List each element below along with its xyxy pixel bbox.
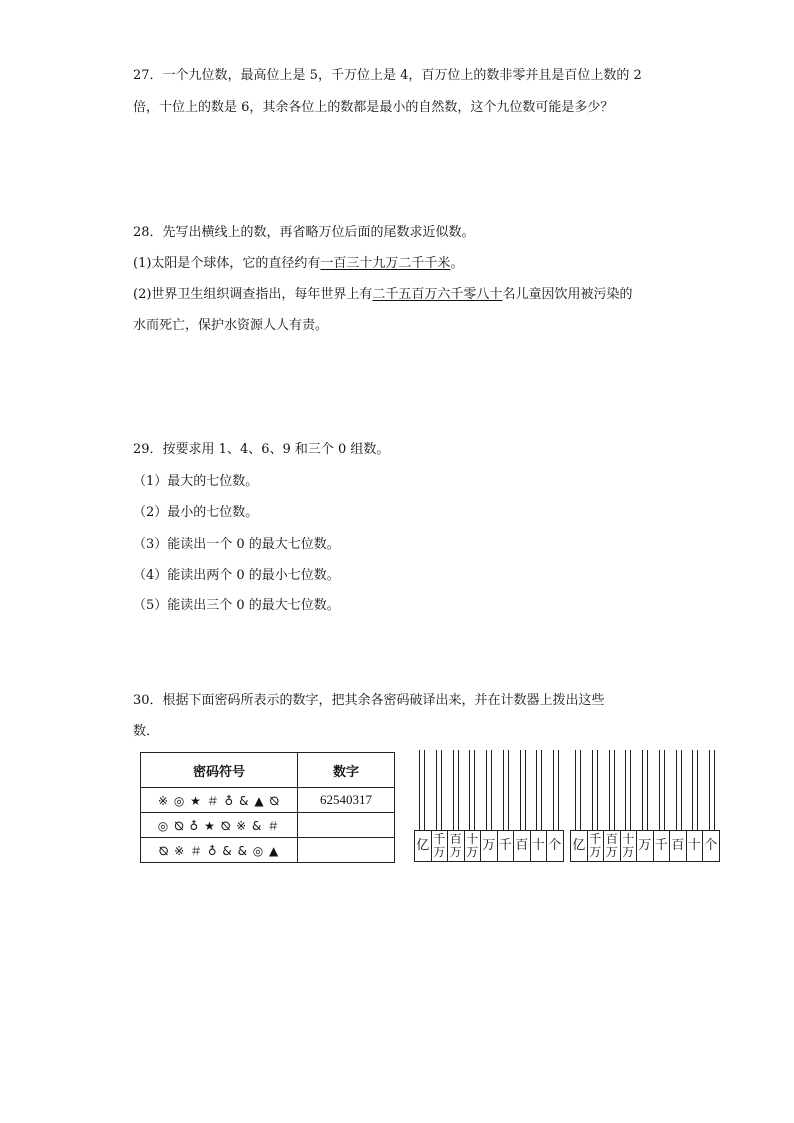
header-number: 数字 (298, 753, 395, 788)
abacus-label-cell: 十 (531, 831, 548, 861)
abacus-rod[interactable] (453, 750, 459, 830)
abacus-rod[interactable] (486, 750, 492, 830)
code-symbols: ※ ◎ ★ ＃ ♁ & ▲ ⦰ (141, 788, 298, 813)
abacus-label-cell: 百 (514, 831, 531, 861)
abacus-rod[interactable] (536, 750, 542, 830)
abacus-rod[interactable] (419, 750, 425, 830)
abacus-label-cell: 千 (654, 831, 671, 861)
abacus-rod[interactable] (553, 750, 559, 830)
abacus-label-cell: 百 万 (448, 831, 465, 861)
table-row (141, 788, 395, 813)
code-number-blank (298, 813, 395, 838)
code-table (140, 752, 395, 863)
abacus-label-cell: 万 (637, 831, 654, 861)
table-row (141, 838, 395, 863)
abacus-label-cell: 千 万 (588, 831, 605, 861)
abacus-label-cell: 千 (498, 831, 515, 861)
q29-item-2: （2）最小的七位数。 (133, 505, 259, 520)
code-number-blank (298, 838, 395, 863)
abacus-label-cell: 亿 (415, 831, 432, 861)
q28-part1 (133, 254, 463, 274)
abacus-rod[interactable] (692, 750, 698, 830)
code-table-header (141, 753, 395, 788)
q29-item-3: （3）能读出一个 0 的最大七位数。 (133, 537, 340, 552)
abacus-rod[interactable] (436, 750, 442, 830)
abacus-label-cell: 千 万 (432, 831, 449, 861)
abacus-rod[interactable] (609, 750, 615, 830)
abacus-rod[interactable] (520, 750, 526, 830)
abacus-rod[interactable] (592, 750, 598, 830)
abacus-label-cell: 百 万 (604, 831, 621, 861)
q29-item-1: （1）最大的七位数。 (133, 474, 259, 489)
q27-line1: 27．一个九位数，最高位上是 5，千万位上是 4，百万位上的数非零并且是百位上数的 2 (133, 68, 642, 83)
q28-part2-text: (2)世界卫生组织调查指出，每年世界上有 (133, 287, 373, 302)
abacus-label-cell: 个 (547, 831, 564, 861)
abacus-label-cell: 万 (481, 831, 498, 861)
header-symbols: 密码符号 (141, 753, 298, 788)
abacus-label-cell: 个 (703, 831, 720, 861)
q27-line2: 倍，十位上的数是 6，其余各位上的数都是最小的自然数，这个九位数可能是多少？ (133, 100, 614, 115)
code-symbols: ⦰ ※ ＃ ♁ & & ◎ ▲ (141, 838, 298, 863)
abacus-label-cell: 百 (670, 831, 687, 861)
q30-line1: 30．根据下面密码所表示的数字，把其余各密码破译出来，并在计数器上拨出这些 (133, 693, 605, 708)
abacus-rod[interactable] (503, 750, 509, 830)
q28-part2-rest: 名儿童因饮用被污染的 (502, 287, 633, 302)
abacus-label-cell: 十 万 (621, 831, 638, 861)
abacus-rod[interactable] (659, 750, 665, 830)
q28-part2-line2: 水而死亡，保护水资源人人有责。 (133, 318, 329, 333)
abacus-rod[interactable] (642, 750, 648, 830)
q28-part1-underlined: 一百三十九万二千千米 (320, 256, 451, 271)
q29-title: 29．按要求用 1、4、6、9 和三个 0 组数。 (133, 442, 390, 457)
abacus-rod[interactable] (469, 750, 475, 830)
q29-item-4: （4）能读出两个 0 的最小七位数。 (133, 568, 340, 583)
q28-part1-end: 。 (450, 256, 464, 271)
table-row (141, 813, 395, 838)
abacus-label-cell: 亿 (571, 831, 588, 861)
abacus-place-labels (570, 830, 720, 862)
q29-item-5: （5）能读出三个 0 的最大七位数。 (133, 598, 340, 613)
q28-part2-underlined: 二千五百万六千零八十 (372, 287, 503, 302)
code-symbols: ◎ ⦰ ♁ ★ ⦰ ※ & ＃ (141, 813, 298, 838)
abacus-label-cell: 十 (687, 831, 704, 861)
q28-part1-text: (1)太阳是个球体，它的直径约有 (133, 256, 321, 271)
q30-line2: 数． (133, 724, 160, 739)
abacus-rod[interactable] (575, 750, 581, 830)
q28-part2 (133, 285, 632, 305)
abacus-rod[interactable] (625, 750, 631, 830)
code-number: 62540317 (298, 788, 395, 813)
abacus-label-cell: 十 万 (465, 831, 482, 861)
abacus-rod[interactable] (676, 750, 682, 830)
abacus-rod[interactable] (709, 750, 715, 830)
abacus-place-labels (414, 830, 564, 862)
q28-title: 28．先写出横线上的数，再省略万位后面的尾数求近似数。 (133, 225, 475, 240)
